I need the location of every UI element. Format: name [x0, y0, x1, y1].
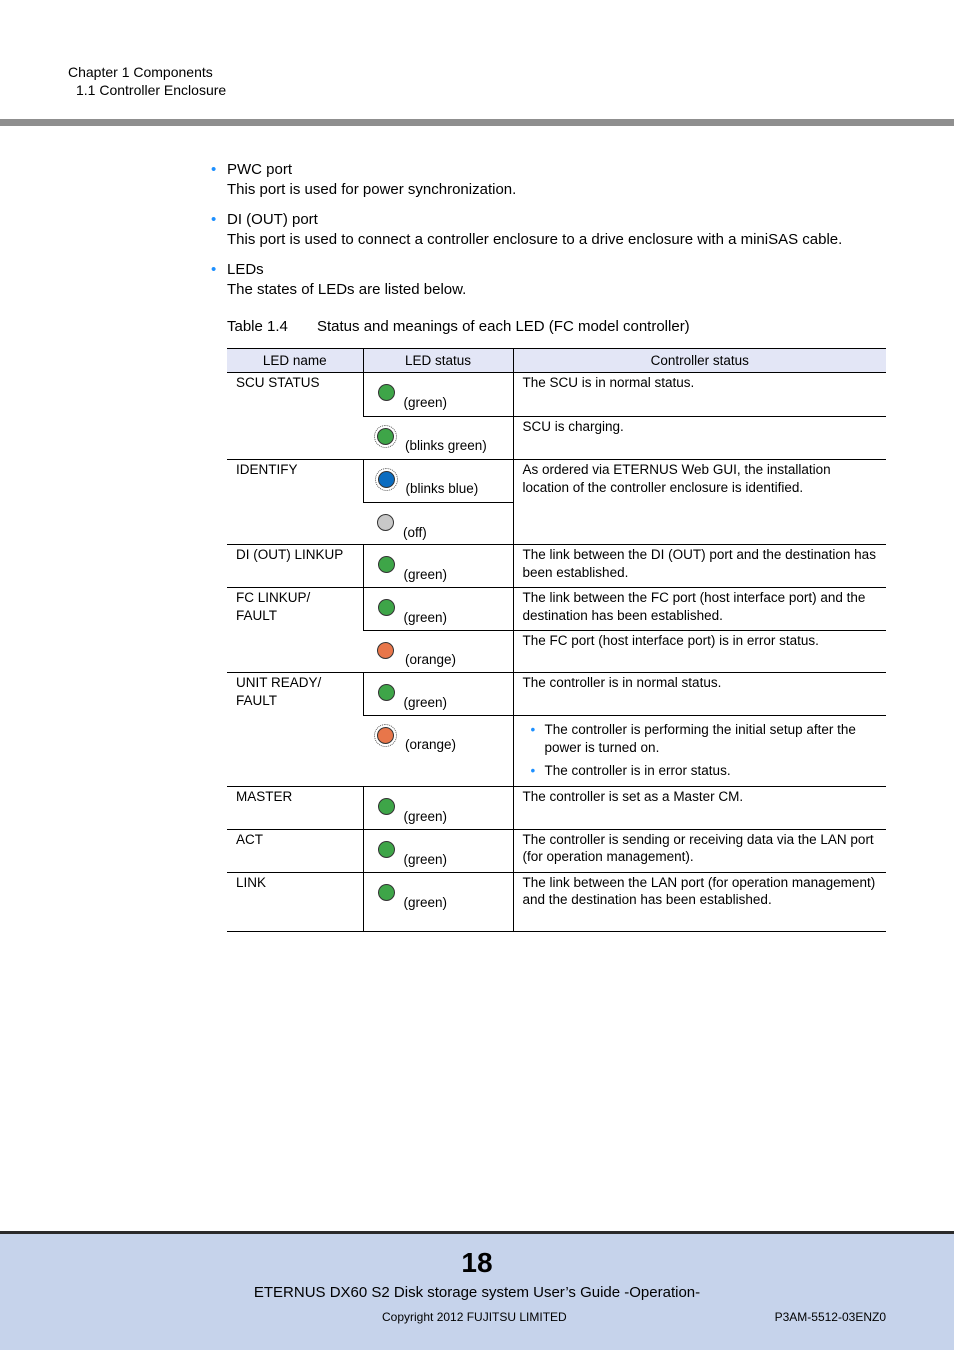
- bullet-icon: •: [211, 261, 217, 278]
- status-bullet: [531, 721, 878, 756]
- table-row: [227, 673, 886, 716]
- led-name: UNIT READY/ FAULT: [227, 673, 363, 787]
- page-number: 18: [461, 1247, 493, 1278]
- bullet-pwc-port: [211, 160, 901, 199]
- bullet-di-out-port: [211, 210, 901, 249]
- led-blinking-green-icon: [377, 428, 394, 445]
- led-name: DI (OUT) LINKUP: [227, 545, 363, 588]
- document-code: P3AM-5512-03ENZ0: [774, 1310, 886, 1324]
- led-status-table: [227, 348, 886, 932]
- controller-status: The controller is in normal status.: [513, 673, 886, 716]
- controller-status: SCU is charging.: [513, 417, 886, 460]
- copyright: Copyright 2012 FUJITSU LIMITED: [382, 1310, 567, 1324]
- table-row: [227, 588, 886, 631]
- document-title: ETERNUS DX60 S2 Disk storage system User’s Guide -Operation-: [253, 1284, 701, 1301]
- led-status: [363, 417, 513, 460]
- table-row: [227, 545, 886, 588]
- table-number: Table 1.4: [227, 318, 288, 335]
- table-caption: [227, 318, 690, 335]
- status-bullet-text: The controller is in error status.: [544, 763, 731, 778]
- led-status-text: (green): [403, 567, 448, 582]
- bullet-text: The states of LEDs are listed below.: [227, 280, 467, 298]
- bullet-icon: •: [211, 161, 217, 178]
- led-status: [363, 872, 513, 931]
- led-green-icon: [378, 884, 395, 901]
- bullet-text: This port is used to connect a controller enclosure to a drive enclosure with a miniSAS cable.: [227, 230, 843, 248]
- status-bullet: [531, 762, 878, 780]
- led-green-icon: [378, 599, 395, 616]
- bullet-leds: [211, 260, 901, 299]
- led-green-icon: [378, 841, 395, 858]
- led-status: [363, 373, 513, 417]
- header-divider: [0, 119, 954, 126]
- led-status-text: (off): [403, 525, 427, 540]
- status-bullet-text: The controller is performing the initial setup after the power is turned on.: [544, 722, 856, 755]
- led-status-text: (green): [403, 894, 448, 910]
- led-green-icon: [378, 798, 395, 815]
- controller-status: As ordered via ETERNUS Web GUI, the installation location of the controller enclosure is identified.: [513, 460, 886, 545]
- led-green-icon: [378, 556, 395, 573]
- led-status-text: (green): [403, 395, 448, 410]
- controller-status: [513, 716, 886, 787]
- bullet-title: DI (OUT) port: [227, 211, 318, 228]
- table-row: [227, 786, 886, 829]
- led-orange-icon: [377, 642, 394, 659]
- led-status: [363, 460, 513, 503]
- controller-status: The link between the LAN port (for operation management) and the destination has been established.: [513, 872, 886, 931]
- led-name: FC LINKUP/ FAULT: [227, 588, 363, 673]
- table-header-row: [227, 349, 886, 373]
- controller-status: The link between the DI (OUT) port and the destination has been established.: [513, 545, 886, 588]
- led-name: MASTER: [227, 786, 363, 829]
- led-status: [363, 631, 513, 673]
- bullet-icon: •: [530, 722, 536, 737]
- col-controller-status: Controller status: [513, 349, 886, 373]
- led-status-text: (blinks blue): [405, 481, 479, 496]
- led-status: [363, 786, 513, 829]
- led-status-text: (orange): [405, 737, 457, 752]
- led-status-text: (blinks green): [405, 438, 487, 453]
- table-row: [227, 460, 886, 503]
- bullet-title: PWC port: [227, 161, 293, 178]
- controller-status: The controller is set as a Master CM.: [513, 786, 886, 829]
- led-name: IDENTIFY: [227, 460, 363, 545]
- table-row: [227, 373, 886, 417]
- controller-status: The SCU is in normal status.: [513, 373, 886, 417]
- led-name: LINK: [227, 872, 363, 931]
- led-status-text: (green): [403, 808, 448, 824]
- led-status: [363, 545, 513, 588]
- controller-status: The link between the FC port (host interface port) and the destination has been established.: [513, 588, 886, 631]
- led-blinking-orange-icon: [377, 727, 394, 744]
- led-status-text: (green): [403, 851, 448, 867]
- led-off-icon: [377, 514, 394, 531]
- col-led-status: LED status: [363, 349, 513, 373]
- running-header: [68, 63, 226, 99]
- led-status-text: (green): [403, 610, 448, 625]
- led-green-icon: [378, 384, 395, 401]
- led-status: [363, 588, 513, 631]
- led-status-text: (orange): [405, 652, 457, 667]
- led-name: ACT: [227, 829, 363, 872]
- section-label: 1.1 Controller Enclosure: [76, 82, 227, 98]
- led-status-text: (green): [403, 695, 448, 710]
- bullet-list: [211, 160, 901, 310]
- controller-status: The FC port (host interface port) is in error status.: [513, 631, 886, 673]
- led-blinking-blue-icon: [378, 471, 395, 488]
- bullet-icon: •: [211, 211, 217, 228]
- table-title: Status and meanings of each LED (FC model controller): [317, 318, 690, 335]
- led-status: [363, 716, 513, 787]
- led-green-icon: [378, 684, 395, 701]
- page-footer: [0, 1231, 954, 1350]
- chapter-label: Chapter 1 Components: [68, 64, 213, 80]
- table-row: [227, 829, 886, 872]
- led-status: [363, 503, 513, 545]
- led-status: [363, 673, 513, 716]
- led-name: SCU STATUS: [227, 373, 363, 460]
- led-status: [363, 829, 513, 872]
- bullet-icon: •: [530, 763, 536, 778]
- table-row: [227, 872, 886, 931]
- bullet-title: LEDs: [227, 261, 264, 278]
- bullet-text: This port is used for power synchronization.: [227, 180, 517, 198]
- controller-status: The controller is sending or receiving data via the LAN port (for operation management).: [513, 829, 886, 872]
- col-led-name: LED name: [227, 349, 363, 373]
